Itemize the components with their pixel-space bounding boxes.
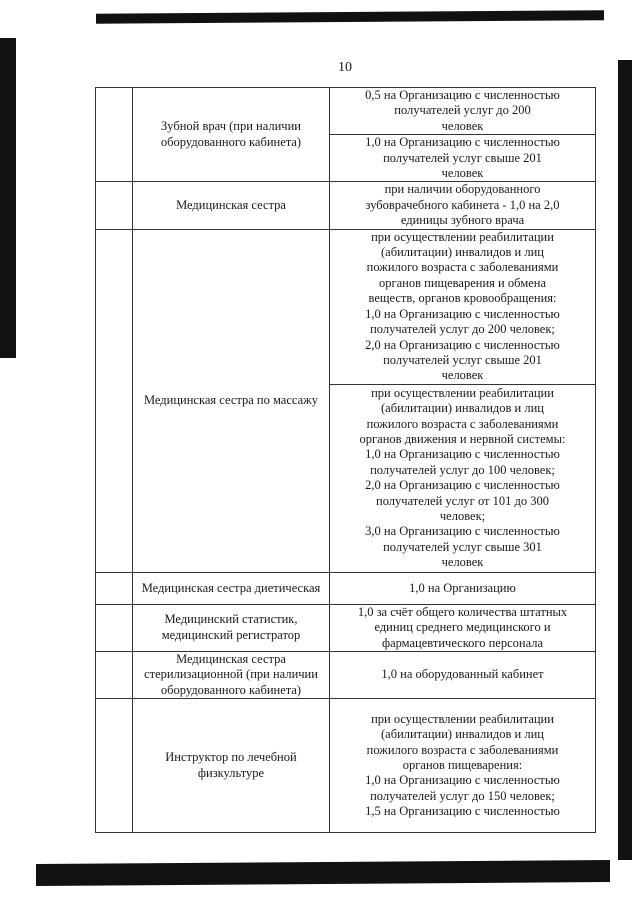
norm-line: получателей услуг свыше 201 xyxy=(383,150,542,165)
norm-line: при осуществлении реабилитации xyxy=(371,385,554,400)
row-number-cell xyxy=(96,88,133,182)
norm-line: единицы зубного врача xyxy=(400,213,525,228)
scan-edge-top xyxy=(96,10,604,24)
row-number-cell xyxy=(96,572,133,604)
norm-line: человек xyxy=(441,368,484,383)
scan-edge-right xyxy=(618,60,632,860)
row-number-cell xyxy=(96,604,133,651)
norm-line: (абилитации) инвалидов и лиц xyxy=(381,401,544,416)
norm-line: при осуществлении реабилитации xyxy=(371,711,554,726)
norm-cell xyxy=(330,604,596,651)
scan-edge-bottom xyxy=(36,860,610,886)
position-cell: Зубной врач (при наличии оборудованного кабинета) xyxy=(133,88,330,182)
norm-cell xyxy=(330,135,596,182)
norm-line: (абилитации) инвалидов и лиц xyxy=(381,727,544,742)
row-number-cell xyxy=(96,699,133,833)
table-row xyxy=(96,604,596,651)
norm-line: 0,5 на Организацию с численностью xyxy=(365,88,560,102)
norm-line: органов пищеварения: xyxy=(402,757,523,772)
staffing-table xyxy=(95,87,596,833)
norm-line: пожилого возраста с заболеваниями xyxy=(366,416,559,431)
norm-cell xyxy=(330,384,596,572)
position-cell: Медицинская сестра стерилизационной (при наличии оборудованного кабинета) xyxy=(133,651,330,698)
table-row xyxy=(96,699,596,833)
table-row xyxy=(96,88,596,135)
norm-cell xyxy=(330,572,596,604)
position-cell: Медицинская сестра по массажу xyxy=(133,229,330,572)
norm-line: пожилого возраста с заболеваниями xyxy=(366,260,559,275)
table-row xyxy=(96,651,596,698)
norm-line: 2,0 на Организацию с численностью xyxy=(365,337,560,352)
norm-line: при наличии оборудованного xyxy=(384,182,541,197)
norm-line: человек xyxy=(441,118,484,133)
position-cell: Инструктор по лечебной физкультуре xyxy=(133,699,330,833)
norm-line: 1,0 за счёт общего количества штатных xyxy=(357,604,568,619)
norm-cell xyxy=(330,651,596,698)
row-number-cell xyxy=(96,182,133,229)
position-cell: Медицинская сестра диетическая xyxy=(133,572,330,604)
position-cell: Медицинский статистик, медицинский регистратор xyxy=(133,604,330,651)
norm-line: человек xyxy=(441,555,484,570)
norm-line: 1,0 на Организацию с численностью xyxy=(365,306,560,321)
norm-line: 1,0 на оборудованный кабинет xyxy=(381,667,544,682)
norm-line: 1,5 на Организацию с численностью xyxy=(365,804,560,819)
norm-line: человек xyxy=(441,166,484,181)
norm-line: 1,0 на Организацию с численностью xyxy=(365,447,560,462)
table-row xyxy=(96,182,596,229)
norm-cell xyxy=(330,699,596,833)
norm-line: 3,0 на Организацию с численностью xyxy=(365,524,560,539)
table-row xyxy=(96,572,596,604)
norm-line: получателей услуг свыше 201 xyxy=(383,352,542,367)
norm-line: человек; xyxy=(439,509,486,524)
norm-line: органов пищеварения и обмена xyxy=(378,275,547,290)
scan-edge-left xyxy=(0,38,16,358)
table-row xyxy=(96,229,596,384)
norm-line: органов движения и нервной системы: xyxy=(359,432,566,446)
norm-line: при осуществлении реабилитации xyxy=(371,229,554,244)
norm-line: единиц среднего медицинского и xyxy=(374,620,551,635)
norm-line: (абилитации) инвалидов и лиц xyxy=(381,245,544,260)
position-cell: Медицинская сестра xyxy=(133,182,330,229)
row-number-cell xyxy=(96,229,133,572)
norm-line: получателей услуг до 200 человек; xyxy=(370,322,555,337)
norm-line: получателей услуг до 100 человек; xyxy=(370,462,555,477)
norm-line: получателей услуг от 101 до 300 xyxy=(376,493,549,508)
norm-line: 1,0 на Организацию с численностью xyxy=(365,135,560,150)
norm-line: 1,0 на Организацию с численностью xyxy=(365,773,560,788)
norm-line: получателей услуг до 200 xyxy=(394,103,531,118)
norm-line: пожилого возраста с заболеваниями xyxy=(366,742,559,757)
norm-line: получателей услуг до 150 человек; xyxy=(370,788,555,803)
norm-line: 2,0 на Организацию с численностью xyxy=(365,478,560,493)
page-number: 10 xyxy=(338,60,352,75)
norm-line: получателей услуг свыше 301 xyxy=(383,539,542,554)
norm-cell xyxy=(330,182,596,229)
row-number-cell xyxy=(96,651,133,698)
norm-line: 1,0 на Организацию xyxy=(409,580,516,595)
norm-cell xyxy=(330,229,596,384)
norm-cell xyxy=(330,88,596,135)
norm-line: фармацевтического персонала xyxy=(381,635,544,650)
norm-line: зубоврачебного кабинета - 1,0 на 2,0 xyxy=(365,197,560,212)
norm-line: веществ, органов кровообращения: xyxy=(368,291,557,306)
